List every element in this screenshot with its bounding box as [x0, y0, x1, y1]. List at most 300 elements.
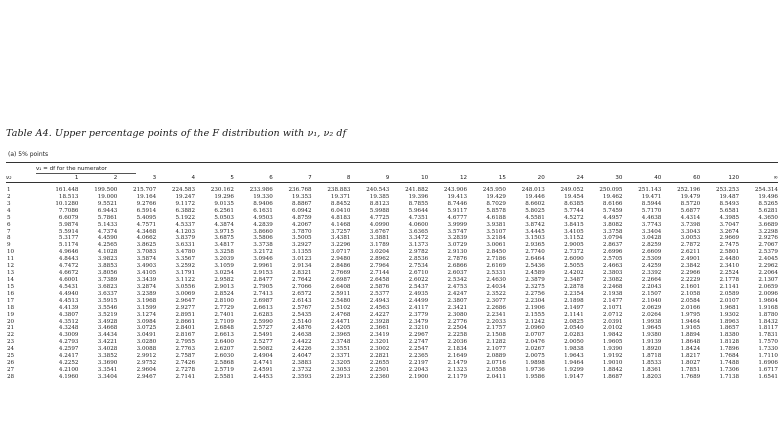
table-cell: 1.8361: [641, 366, 662, 373]
table-row: [6, 291, 778, 298]
table-cell: 2.6030: [214, 353, 234, 360]
table-cell: 5.4095: [136, 214, 157, 221]
table-row: [6, 325, 778, 332]
table-cell: 3.1122: [175, 276, 196, 283]
table-cell: 5.1433: [97, 221, 118, 228]
column-header: 10: [421, 175, 429, 181]
table-cell: 2.9005: [564, 242, 584, 249]
table-cell: 2.5990: [253, 318, 273, 325]
table-cell: 3.5874: [136, 256, 157, 263]
table-cell: 3.4434: [97, 332, 118, 339]
table-cell: 1.9842: [602, 332, 623, 339]
table-cell: 2.0960: [525, 325, 545, 332]
table-cell: 2.5436: [525, 263, 545, 270]
table-row: [6, 332, 778, 339]
column-header: 7: [308, 175, 312, 181]
table-cell: 3.4105: [564, 228, 584, 235]
table-cell: 3.1791: [175, 270, 196, 277]
table-cell: 4.3512: [58, 318, 79, 325]
table-cell: 1.8718: [641, 353, 662, 360]
table-cell: 2.2913: [330, 373, 351, 380]
column-header: 120: [728, 175, 740, 181]
table-cell: 2.3928: [369, 318, 390, 325]
table-cell: 3.1059: [214, 263, 234, 270]
table-cell: 2.1938: [602, 290, 623, 297]
table-cell: 2.3002: [369, 346, 390, 353]
table-cell: 2.7144: [369, 270, 390, 277]
table-cell: 1.8842: [602, 366, 623, 373]
table-cell: 4.2067: [292, 221, 312, 228]
table-cell: 9.1172: [175, 200, 196, 207]
table-cell: 2.3205: [330, 360, 351, 367]
table-cell: 6.9443: [97, 207, 118, 214]
table-cell: 19.496: [758, 193, 778, 200]
table-cell: 2.9365: [525, 242, 545, 249]
column-header: ∞: [773, 175, 778, 181]
table-row: [6, 229, 778, 236]
table-cell: 2.2043: [408, 366, 429, 373]
table-cell: 6.0410: [330, 207, 351, 214]
table-cell: 3.4105: [136, 270, 157, 277]
table-row: [6, 353, 778, 360]
row-label: 13: [7, 270, 15, 277]
table-cell: 2.1757: [486, 325, 506, 332]
table-cell: 1.8027: [680, 360, 701, 367]
table-cell: 2.6207: [214, 346, 234, 353]
table-cell: 252.196: [677, 187, 701, 193]
table-cell: 2.3479: [408, 318, 429, 325]
table-cell: 2.6211: [680, 249, 701, 256]
table-cell: 19.462: [602, 193, 623, 200]
table-cell: 3.7389: [97, 276, 118, 283]
table-cell: 3.2298: [758, 228, 778, 235]
table-cell: 2.4480: [719, 256, 740, 263]
table-cell: 4.9503: [253, 214, 273, 221]
table-cell: 3.3541: [97, 366, 118, 373]
table-cell: 4.0990: [369, 221, 390, 228]
table-cell: 4.5272: [564, 214, 584, 221]
table-cell: 2.8321: [292, 270, 312, 277]
table-cell: 2.7278: [175, 366, 196, 373]
table-cell: 2.1141: [564, 311, 584, 318]
column-header: 4: [191, 175, 196, 181]
table-cell: 3.8660: [253, 228, 273, 235]
table-cell: 4.7472: [58, 263, 79, 270]
table-cell: 3.5806: [253, 235, 273, 242]
table-cell: 5.9988: [369, 207, 390, 214]
table-cell: 2.4591: [253, 366, 273, 373]
table-cell: 4.1468: [330, 221, 351, 228]
table-cell: 1.9605: [602, 339, 623, 346]
table-cell: 3.3043: [680, 228, 701, 235]
table-cell: 243.906: [443, 187, 468, 193]
table-cell: 2.3803: [602, 270, 623, 277]
table-cell: 2.3053: [330, 366, 351, 373]
table-cell: 3.7047: [719, 221, 740, 228]
table-cell: 230.162: [210, 187, 234, 193]
table-cell: 2.5767: [292, 304, 312, 311]
table-cell: 2.3593: [292, 373, 312, 380]
table-cell: 2.1507: [641, 290, 662, 297]
table-cell: 233.986: [249, 187, 273, 193]
table-cell: 3.2039: [214, 256, 234, 263]
table-cell: 2.4741: [253, 360, 273, 367]
table-cell: 3.0984: [136, 318, 157, 325]
table-cell: 4.2417: [58, 353, 79, 360]
table-cell: 2.7872: [680, 242, 701, 249]
table-cell: 2.6613: [214, 332, 234, 339]
table-cell: 3.1968: [136, 297, 157, 304]
column-header: 2: [113, 175, 118, 181]
table-cell: 2.6408: [330, 283, 351, 290]
table-cell: 199.500: [94, 187, 118, 193]
table-cell: 224.583: [171, 187, 196, 193]
table-cell: 3.1599: [136, 304, 157, 311]
table-cell: 2.3883: [292, 360, 312, 367]
table-cell: 4.1203: [175, 228, 196, 235]
table-cell: 2.1497: [564, 304, 584, 311]
table-cell: 9.2766: [136, 200, 157, 207]
table-cell: 9.0135: [214, 200, 234, 207]
table-cell: 2.7876: [447, 256, 468, 263]
table-cell: 4.3009: [58, 332, 79, 339]
table-cell: 3.3852: [97, 353, 118, 360]
column-header: 15: [498, 175, 506, 181]
table-cell: 4.3985: [719, 214, 740, 221]
table-cell: 3.5107: [486, 228, 506, 235]
table-cell: 3.4445: [525, 228, 545, 235]
table-cell: 2.2686: [486, 304, 506, 311]
table-cell: 8.6166: [602, 200, 623, 207]
table-cell: 4.8759: [292, 214, 312, 221]
table-cell: 2.6022: [408, 276, 429, 283]
table-cell: 2.7372: [564, 249, 584, 256]
table-cell: 2.6169: [486, 263, 506, 270]
table-cell: 1.6541: [758, 373, 778, 380]
table-cell: 4.1960: [58, 373, 79, 380]
table-cell: 3.5915: [97, 297, 118, 304]
table-cell: 2.2821: [369, 353, 390, 360]
table-cell: 2.4753: [447, 283, 468, 290]
table-row: [6, 374, 778, 381]
table-cell: 5.5914: [58, 228, 79, 235]
column-header: 12: [459, 175, 468, 181]
table-cell: 8.7446: [447, 200, 468, 207]
table-cell: 3.2184: [486, 235, 506, 242]
table-cell: 3.0069: [175, 290, 196, 297]
table-cell: 2.9134: [292, 263, 312, 270]
table-cell: 19.429: [486, 193, 506, 200]
table-cell: 2.5705: [602, 256, 623, 263]
table-cell: 2.7413: [253, 290, 273, 297]
table-cell: 2.8167: [175, 332, 196, 339]
table-cell: 3.8082: [602, 221, 623, 228]
table-cell: 1.9681: [719, 304, 740, 311]
table-cell: 1.8424: [680, 346, 701, 353]
table-cell: 5.7861: [97, 214, 118, 221]
table-cell: 2.5082: [253, 346, 273, 353]
table-cell: 238.883: [327, 187, 351, 193]
table-cell: 4.7571: [136, 221, 157, 228]
table-cell: 1.8432: [758, 318, 778, 325]
table-cell: 6.3882: [175, 207, 196, 214]
table-cell: 3.3758: [602, 228, 623, 235]
table-cell: 8.7029: [486, 200, 506, 207]
table-row: [6, 242, 778, 249]
table-cell: 2.3371: [330, 353, 351, 360]
table-cell: 2.3732: [292, 366, 312, 373]
table-cell: 3.6331: [175, 242, 196, 249]
table-cell: 2.6400: [214, 339, 234, 346]
table-cell: 2.2966: [680, 270, 701, 277]
table-cell: 2.0166: [680, 304, 701, 311]
table-cell: 2.2304: [525, 297, 545, 304]
table-cell: 240.543: [366, 187, 390, 193]
table-cell: 2.2365: [408, 353, 429, 360]
numerator-df-header: ν₁ = df for the numerator: [36, 166, 107, 172]
table-cell: 2.9782: [408, 249, 429, 256]
table-cell: 1.7138: [719, 373, 740, 380]
table-cell: 2.8100: [214, 297, 234, 304]
table-cell: 1.8117: [758, 325, 778, 332]
table-cell: 3.9381: [486, 221, 506, 228]
table-cell: 1.6717: [758, 366, 778, 373]
table-cell: 2.4227: [369, 311, 390, 318]
table-cell: 2.6464: [525, 256, 545, 263]
table-cell: 8.5944: [641, 200, 662, 207]
table-cell: 5.6581: [719, 207, 740, 214]
table-cell: 5.9117: [447, 207, 468, 214]
table-cell: 4.2597: [58, 346, 79, 353]
table-cell: 1.8963: [719, 318, 740, 325]
table-cell: 2.5342: [447, 276, 468, 283]
table-cell: 2.9961: [253, 263, 273, 270]
table-cell: 1.9604: [758, 297, 778, 304]
table-cell: 2.8951: [175, 311, 196, 318]
table-cell: 2.1555: [525, 311, 545, 318]
table-cell: 2.4943: [369, 297, 390, 304]
table-cell: 4.6777: [447, 214, 468, 221]
table-row: [6, 346, 778, 353]
table-cell: 1.7851: [680, 366, 701, 373]
table-cell: 2.3779: [408, 311, 429, 318]
table-cell: 1.9838: [564, 346, 584, 353]
table-cell: 5.6281: [758, 207, 778, 214]
table-row: [6, 215, 778, 222]
row-label: 14: [7, 276, 15, 283]
row-label: 11: [7, 256, 15, 263]
table-cell: 3.0794: [602, 235, 623, 242]
table-cell: 3.7398: [680, 221, 701, 228]
table-cell: 2.7141: [175, 373, 196, 380]
table-cell: 6.1631: [253, 207, 273, 214]
table-cell: 2.2655: [369, 360, 390, 367]
table-cell: 3.4780: [175, 249, 196, 256]
table-cell: 19.413: [447, 193, 468, 200]
table-cell: 4.0662: [136, 235, 157, 242]
table-cell: 2.6987: [253, 297, 273, 304]
table-cell: 2.6572: [292, 290, 312, 297]
table-cell: 1.9736: [525, 366, 545, 373]
table-cell: 1.8128: [719, 339, 740, 346]
table-cell: 3.2296: [330, 242, 351, 249]
table-cell: 241.882: [405, 187, 429, 193]
table-cell: 2.5377: [369, 290, 390, 297]
table-cell: 2.7426: [175, 360, 196, 367]
table-cell: 1.8203: [641, 373, 662, 380]
column-header: 40: [654, 175, 662, 181]
table-cell: 2.1649: [447, 353, 468, 360]
table-cell: 3.3404: [641, 228, 662, 235]
table-cell: 3.1274: [136, 311, 157, 318]
table-cell: 2.7740: [525, 249, 545, 256]
table-cell: 3.7083: [136, 249, 157, 256]
table-cell: 1.7896: [719, 346, 740, 353]
table-cell: 2.3210: [408, 325, 429, 332]
table-cell: 3.3567: [175, 256, 196, 263]
table-cell: 4.0600: [408, 221, 429, 228]
table-cell: 8.5493: [719, 200, 740, 207]
table-row: [6, 367, 778, 374]
column-header: 24: [576, 175, 584, 181]
table-cell: 2.3082: [602, 276, 623, 283]
table-cell: 3.9999: [447, 221, 468, 228]
table-cell: 2.0540: [564, 325, 584, 332]
table-cell: 2.2501: [369, 366, 390, 373]
table-cell: 2.7186: [486, 256, 506, 263]
table-cell: 1.7306: [719, 366, 740, 373]
table-cell: 4.8183: [330, 214, 351, 221]
row-label: 6: [7, 221, 11, 228]
table-cell: 2.4904: [253, 353, 273, 360]
table-cell: 1.8894: [680, 332, 701, 339]
table-cell: 1.9464: [564, 360, 584, 367]
table-cell: 248.013: [521, 187, 545, 193]
table-cell: 3.5546: [97, 304, 118, 311]
table-caption: Table A4. Upper percentage points of the F distribution with ν₁, ν₂ df: [6, 128, 347, 139]
table-cell: 2.3419: [369, 332, 390, 339]
table-cell: 6.5914: [136, 207, 157, 214]
table-cell: 3.0428: [641, 235, 662, 242]
table-cell: 3.2674: [719, 228, 740, 235]
table-cell: 1.6906: [758, 360, 778, 367]
table-cell: 2.6283: [253, 311, 273, 318]
row-label: 12: [7, 263, 15, 270]
table-cell: 2.3421: [447, 304, 468, 311]
row-label: 21: [7, 325, 15, 332]
table-cell: 2.4034: [486, 283, 506, 290]
row-label: 27: [7, 366, 15, 373]
column-header: 60: [693, 175, 701, 181]
table-cell: 249.052: [560, 187, 584, 193]
table-cell: 3.4221: [97, 339, 118, 346]
table-cell: 19.487: [719, 193, 740, 200]
table-cell: 8.5720: [680, 200, 701, 207]
table-cell: 1.9464: [680, 318, 701, 325]
row-label: 22: [7, 332, 15, 339]
table-cell: 2.6143: [292, 297, 312, 304]
table-cell: 9.5521: [97, 200, 118, 207]
table-body: [6, 183, 778, 381]
table-cell: 8.8123: [369, 200, 390, 207]
table-cell: 2.0264: [641, 311, 662, 318]
table-cell: 5.1922: [175, 214, 196, 221]
column-header-row: [6, 174, 778, 183]
table-cell: 3.6767: [369, 228, 390, 235]
table-cell: 251.143: [638, 187, 662, 193]
table-cell: 2.2033: [486, 318, 506, 325]
table-cell: 2.9752: [136, 360, 157, 367]
table-cell: 2.4047: [292, 353, 312, 360]
table-cell: 2.5309: [641, 256, 662, 263]
table-row: [6, 319, 778, 326]
table-cell: 2.8524: [214, 290, 234, 297]
data-table: [6, 174, 778, 381]
table-row: [6, 201, 778, 208]
row-label: 15: [7, 283, 15, 290]
row-label: 8: [7, 235, 11, 242]
table-cell: 2.9604: [136, 366, 157, 373]
table-cell: 19.446: [525, 193, 545, 200]
table-cell: 5.7459: [602, 207, 623, 214]
table-cell: 1.9147: [564, 373, 584, 380]
table-cell: 2.3842: [680, 263, 701, 270]
table-cell: 2.0411: [486, 373, 506, 380]
table-cell: 1.7330: [758, 346, 778, 353]
table-cell: 2.6866: [447, 263, 468, 270]
table-cell: 1.9645: [641, 325, 662, 332]
row-label: 18: [7, 304, 15, 311]
table-cell: 4.1028: [97, 249, 118, 256]
table-subcaption: (a) 5% points: [8, 151, 49, 158]
table-cell: 2.5868: [214, 360, 234, 367]
table-cell: 2.4117: [408, 304, 429, 311]
table-cell: 3.6337: [97, 290, 118, 297]
table-cell: 4.4638: [641, 214, 662, 221]
table-cell: 2.9130: [447, 249, 468, 256]
table-cell: 2.2878: [564, 283, 584, 290]
table-cell: 2.0716: [486, 360, 506, 367]
table-cell: 2.4589: [525, 270, 545, 277]
table-cell: 2.9912: [136, 353, 157, 360]
table-cell: 2.4663: [602, 263, 623, 270]
table-cell: 250.095: [599, 187, 623, 193]
row-label: 20: [7, 318, 15, 325]
table-cell: 2.6037: [447, 270, 468, 277]
table-cell: 1.9898: [525, 360, 545, 367]
table-cell: 19.000: [97, 193, 118, 200]
table-cell: 2.4259: [641, 263, 662, 270]
table-cell: 2.1242: [525, 318, 545, 325]
table-cell: 2.9013: [214, 283, 234, 290]
row-label: 26: [7, 360, 15, 367]
table-cell: 1.8657: [719, 325, 740, 332]
table-cell: 2.3661: [369, 325, 390, 332]
table-cell: 4.7351: [408, 214, 429, 221]
table-cell: 3.4928: [97, 318, 118, 325]
table-cell: 3.0729: [447, 242, 468, 249]
table-cell: 3.8625: [136, 242, 157, 249]
table-cell: 5.9644: [408, 207, 429, 214]
table-cell: 4.5581: [525, 214, 545, 221]
table-cell: 2.2664: [641, 276, 662, 283]
table-cell: 6.6079: [58, 214, 79, 221]
table-cell: 2.8401: [175, 325, 196, 332]
table-cell: 1.8380: [719, 332, 740, 339]
table-row: [6, 235, 778, 242]
table-cell: 4.2565: [97, 242, 118, 249]
table-cell: 2.2043: [641, 283, 662, 290]
